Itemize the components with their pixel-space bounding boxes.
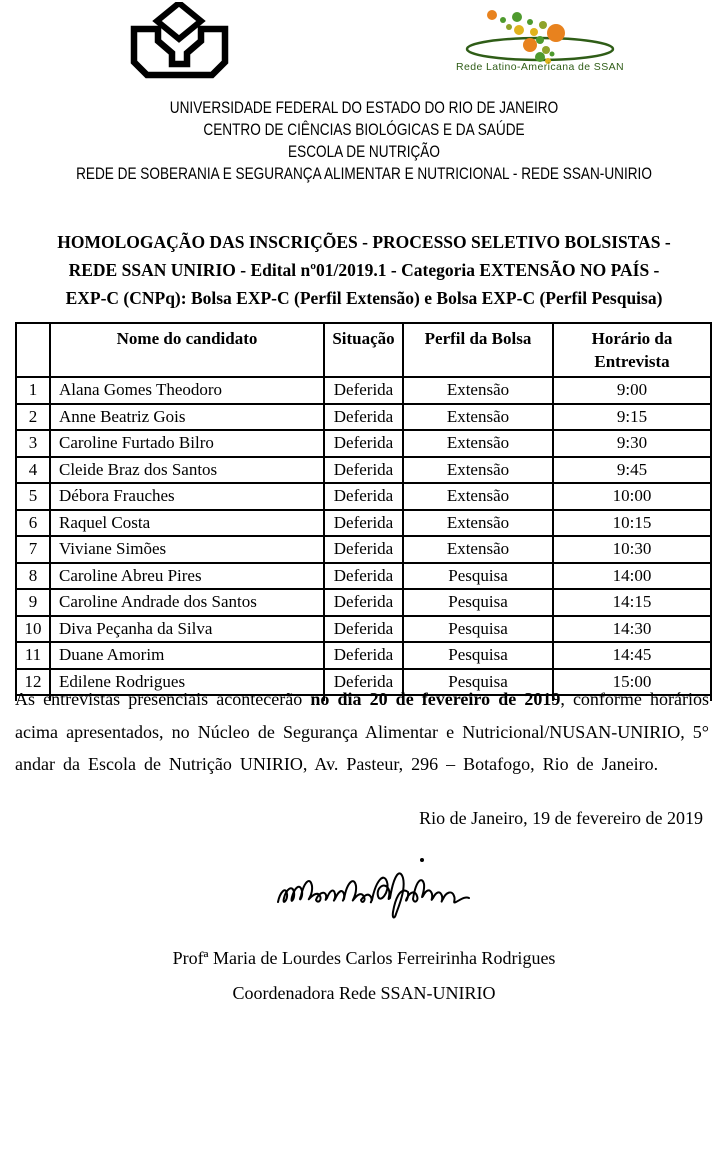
row-number: 2 [16, 404, 50, 431]
col-header-time: Horário da Entrevista [553, 323, 711, 377]
candidate-status: Deferida [324, 430, 403, 457]
candidate-name: Raquel Costa [50, 510, 324, 537]
table-row [16, 589, 711, 616]
row-number: 9 [16, 589, 50, 616]
center-name: CENTRO DE CIÊNCIAS BIOLÓGICAS E DA SAÚDE [203, 120, 525, 139]
table-row [16, 563, 711, 590]
interview-time: 9:00 [553, 377, 711, 404]
rede-ssan-logo-caption: Rede Latino-Americana de SSAN [455, 61, 625, 73]
row-number: 12 [16, 669, 50, 696]
row-number: 11 [16, 642, 50, 669]
table-row [16, 377, 711, 404]
row-number: 8 [16, 563, 50, 590]
candidate-status: Deferida [324, 377, 403, 404]
table-row [16, 404, 711, 431]
signature-icon [272, 852, 477, 924]
interview-time: 10:15 [553, 510, 711, 537]
candidate-profile: Extensão [403, 510, 553, 537]
interview-time: 14:30 [553, 616, 711, 643]
table-row [16, 510, 711, 537]
candidate-profile: Extensão [403, 377, 553, 404]
candidate-profile: Extensão [403, 457, 553, 484]
candidate-status: Deferida [324, 563, 403, 590]
candidate-status: Deferida [324, 536, 403, 563]
place-date-line: Rio de Janeiro, 19 de fevereiro de 2019 [419, 808, 703, 828]
row-number: 6 [16, 510, 50, 537]
col-header-name: Nome do candidato [50, 323, 324, 377]
interview-time: 10:00 [553, 483, 711, 510]
candidate-status: Deferida [324, 669, 403, 696]
row-number: 1 [16, 377, 50, 404]
row-number: 4 [16, 457, 50, 484]
candidate-profile: Extensão [403, 536, 553, 563]
candidate-name: Caroline Andrade dos Santos [50, 589, 324, 616]
interview-time: 9:45 [553, 457, 711, 484]
candidate-name: Anne Beatriz Gois [50, 404, 324, 431]
signer-block [0, 941, 728, 1011]
document-title-line-2: REDE SSAN UNIRIO - Edital nº01/2019.1 - Categoria EXTENSÃO NO PAÍS - [68, 260, 660, 280]
candidate-status: Deferida [324, 483, 403, 510]
candidate-profile: Pesquisa [403, 669, 553, 696]
candidate-profile: Pesquisa [403, 589, 553, 616]
candidate-name: Viviane Simões [50, 536, 324, 563]
paragraph-text: , conforme horários acima apresentados, no Núcleo de Segurança Alimentar e Nutricional/NUSAN-UNIRIO, 5° andar da Escola de Nutrição UNIRIO, Av. Pasteur, 296 – Botafogo, Rio de Janeiro. [15, 689, 710, 774]
row-number: 7 [16, 536, 50, 563]
interview-time: 14:45 [553, 642, 711, 669]
candidate-status: Deferida [324, 457, 403, 484]
signer-name: Profª Maria de Lourdes Carlos Ferreirinha Rodrigues [172, 948, 556, 968]
document-title [0, 228, 728, 312]
candidate-status: Deferida [324, 404, 403, 431]
rede-ssan-logo-icon [455, 8, 625, 64]
institution-header [0, 97, 728, 185]
document-title-line-3: EXP-C (CNPq): Bolsa EXP-C (Perfil Extensão) e Bolsa EXP-C (Perfil Pesquisa) [65, 288, 663, 308]
row-number: 5 [16, 483, 50, 510]
candidate-name: Débora Frauches [50, 483, 324, 510]
signer-role: Coordenadora Rede SSAN-UNIRIO [232, 983, 496, 1003]
candidate-profile: Extensão [403, 430, 553, 457]
candidate-status: Deferida [324, 642, 403, 669]
table-header-row [16, 323, 711, 377]
interview-time: 9:30 [553, 430, 711, 457]
candidate-status: Deferida [324, 616, 403, 643]
candidate-profile: Pesquisa [403, 642, 553, 669]
document-title-line-1: HOMOLOGAÇÃO DAS INSCRIÇÕES - PROCESSO SELETIVO BOLSISTAS - [57, 232, 671, 252]
table-row [16, 457, 711, 484]
candidate-profile: Extensão [403, 404, 553, 431]
unirio-logo-icon [128, 2, 230, 82]
row-number: 3 [16, 430, 50, 457]
candidate-profile: Pesquisa [403, 563, 553, 590]
candidates-table [15, 322, 712, 701]
university-name: UNIVERSIDADE FEDERAL DO ESTADO DO RIO DE JANEIRO [169, 98, 559, 117]
col-header-index [16, 323, 50, 377]
interview-time: 15:00 [553, 669, 711, 696]
candidate-profile: Pesquisa [403, 616, 553, 643]
table-row [16, 483, 711, 510]
candidate-status: Deferida [324, 589, 403, 616]
col-header-status: Situação [324, 323, 403, 377]
candidate-name: Edilene Rodrigues [50, 669, 324, 696]
col-header-profile: Perfil da Bolsa [403, 323, 553, 377]
candidate-name: Caroline Furtado Bilro [50, 430, 324, 457]
school-name: ESCOLA DE NUTRIÇÃO [288, 142, 440, 161]
candidate-name: Cleide Braz dos Santos [50, 457, 324, 484]
candidate-profile: Extensão [403, 483, 553, 510]
paragraph-text: As entrevistas presenciais acontecerão [15, 689, 311, 709]
interview-time: 10:30 [553, 536, 711, 563]
interview-time: 14:00 [553, 563, 711, 590]
table-row [16, 430, 711, 457]
table-row [16, 642, 711, 669]
candidate-name: Alana Gomes Theodoro [50, 377, 324, 404]
network-name: REDE DE SOBERANIA E SEGURANÇA ALIMENTAR E NUTRICIONAL - REDE SSAN-UNIRIO [76, 164, 652, 183]
paragraph-bold-date: no dia 20 de fevereiro de 2019 [310, 689, 561, 709]
table-row [16, 616, 711, 643]
candidate-status: Deferida [324, 510, 403, 537]
interview-time: 9:15 [553, 404, 711, 431]
row-number: 10 [16, 616, 50, 643]
candidate-name: Duane Amorim [50, 642, 324, 669]
table-row [16, 536, 711, 563]
candidate-name: Diva Peçanha da Silva [50, 616, 324, 643]
interview-time: 14:15 [553, 589, 711, 616]
candidate-name: Caroline Abreu Pires [50, 563, 324, 590]
interview-info-paragraph [15, 683, 709, 781]
